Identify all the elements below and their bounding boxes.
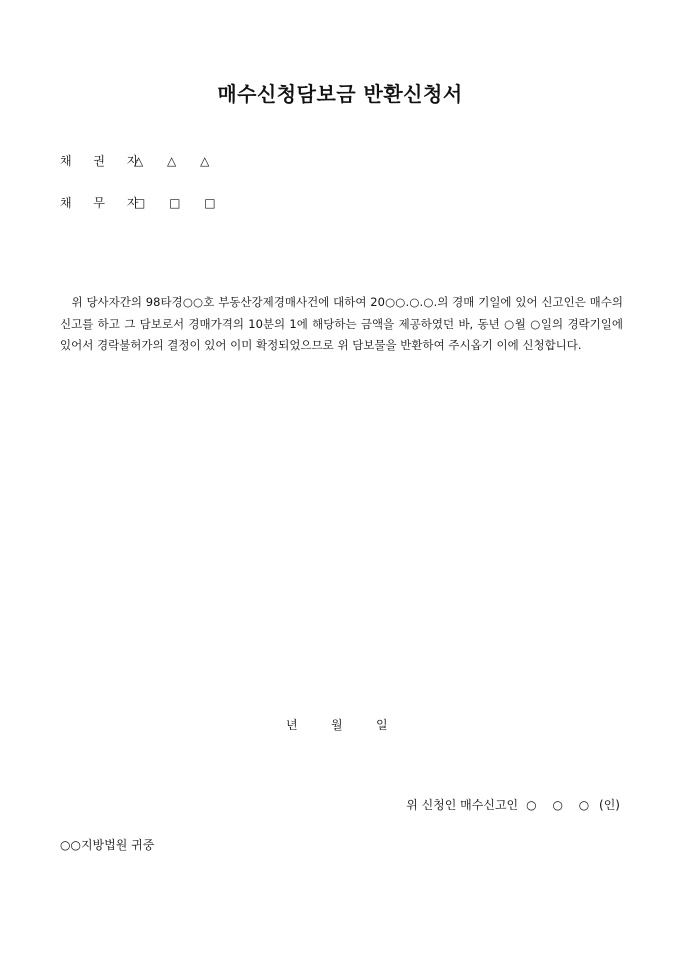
debtor-label: 채 무 자 (60, 196, 148, 210)
creditor-line (60, 152, 219, 169)
applicant-name: ○ ○ ○ (526, 798, 596, 812)
applicant-line (406, 796, 620, 813)
document-title: 매수신청담보금 반환신청서 (217, 82, 463, 106)
applicant-seal: (인) (599, 798, 620, 812)
creditor-value: △ △ △ (134, 153, 220, 168)
date-line (286, 716, 388, 733)
body-text: 위 당사자간의 98타경○○호 부동산강제경매사건에 대하여 20○○.○.○.의 경매 기일에 있어 신고인은 매수의 신고를 하고 그 담보로서 경매가격의 10분의 1에 해당하는 금액을 제공하였던 바, 동년 ○월 ○일의 경락기일에 있어서 경락불허가의 결정이 있어 이미 확정되었으므로 위 담보물을 반환하여 주시옵기 이에 신청합니다. (60, 295, 624, 352)
body-paragraph (60, 292, 623, 357)
date-year: 년 (286, 718, 298, 732)
debtor-line (60, 194, 226, 211)
debtor-value: □ □ □ (134, 195, 226, 210)
creditor-label: 채 권 자 (60, 154, 148, 168)
date-day: 일 (376, 718, 388, 732)
applicant-label: 위 신청인 매수신고인 (406, 798, 519, 812)
date-month: 월 (331, 718, 343, 732)
court-addressee: ○○지방법원 귀중 (60, 838, 155, 852)
